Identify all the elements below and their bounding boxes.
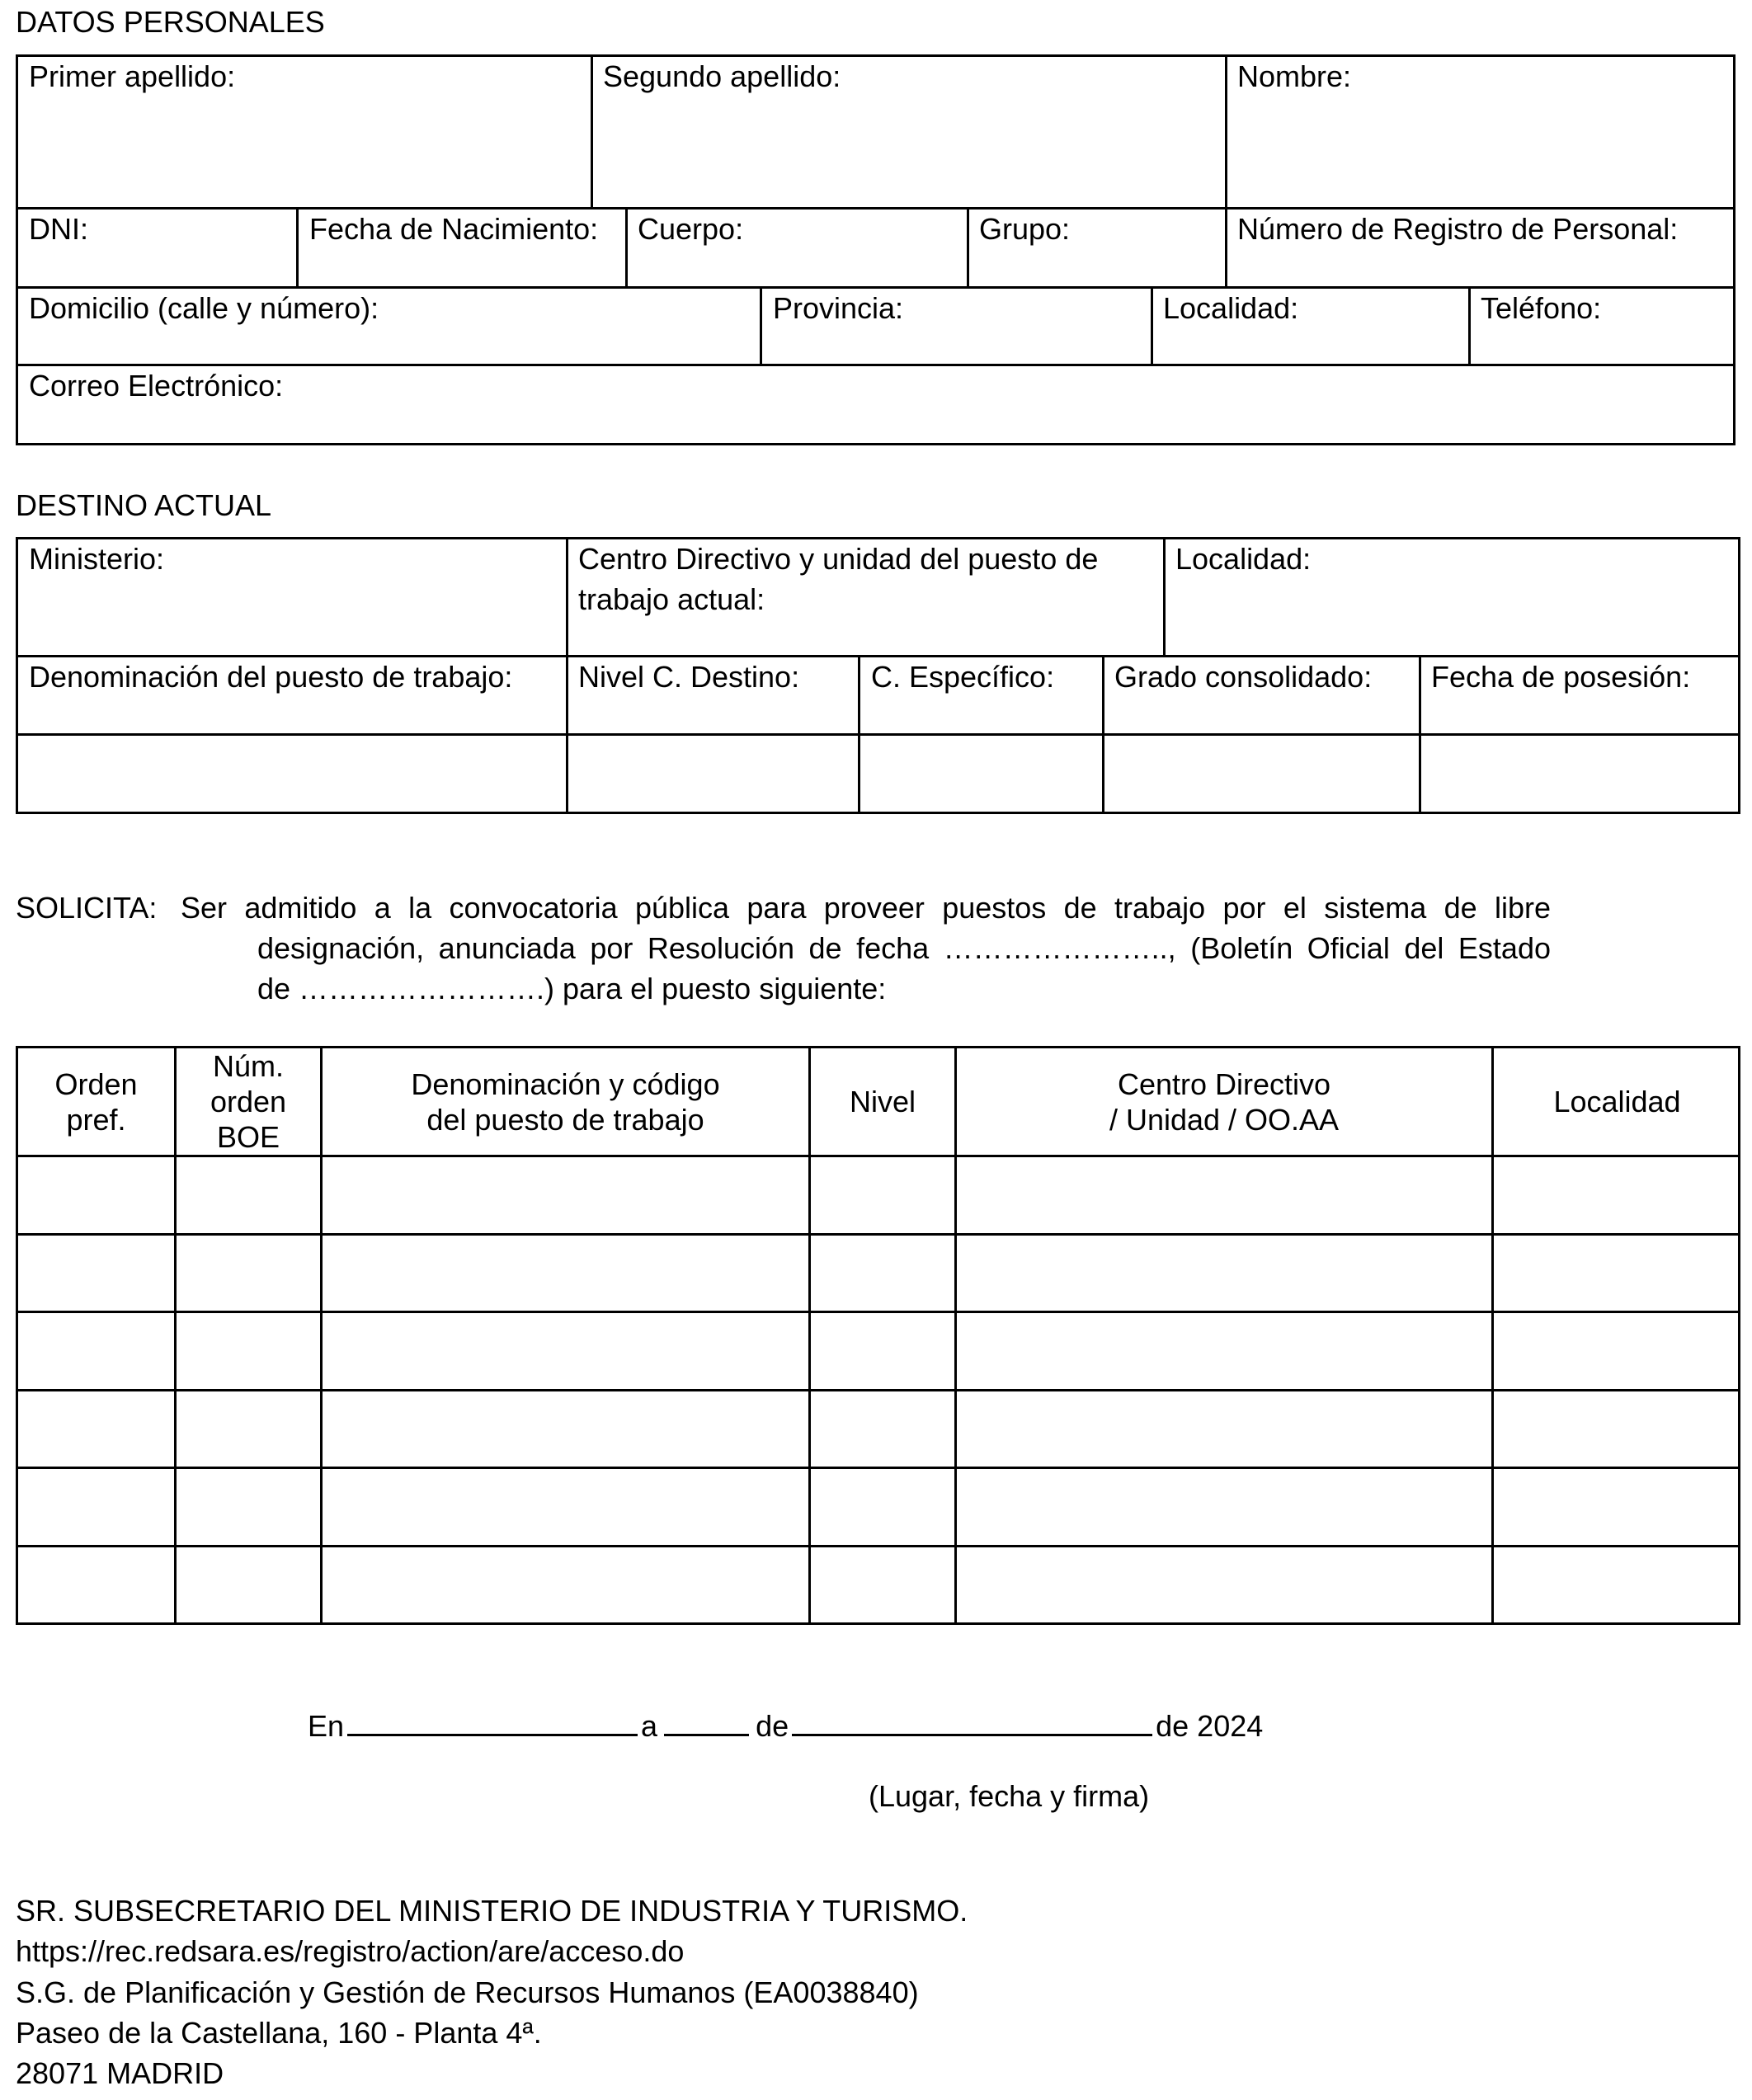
header-line: / Unidad / OO.AA [1109, 1102, 1340, 1137]
divider [1151, 286, 1153, 365]
footer-department: S.G. de Planificación y Gestión de Recursos Humanos (EA0038840) [16, 1975, 919, 2009]
table-header-denominacion [323, 1048, 808, 1155]
table-header-nivel [811, 1048, 954, 1155]
divider [566, 537, 568, 814]
field-label-primer-apellido: Primer apellido: [29, 59, 236, 93]
lugar-blank[interactable] [347, 1701, 638, 1736]
divider [16, 733, 1740, 736]
firma-a: a [641, 1709, 658, 1743]
footer-addressee: SR. SUBSECRETARIO DEL MINISTERIO DE INDUSTRIA Y TURISMO. [16, 1894, 968, 1928]
field-label-denominacion: Denominación del puesto de trabajo: [29, 660, 513, 694]
divider [296, 207, 299, 288]
solicita-line-2: designación, anunciada por Resolución de fecha ………………….., (Boletín Oficial del Estado [257, 931, 1551, 965]
divider [967, 207, 969, 288]
section-title-datos-personales: DATOS PERSONALES [16, 5, 325, 39]
field-label-telefono: Teléfono: [1481, 291, 1602, 325]
section-title-destino-actual: DESTINO ACTUAL [16, 488, 272, 522]
field-label-grado: Grado consolidado: [1114, 660, 1373, 694]
firma-en: En [308, 1709, 345, 1743]
dia-blank[interactable] [664, 1701, 749, 1736]
table-header-centro-directivo [957, 1048, 1491, 1155]
header-line: orden [210, 1085, 287, 1118]
header-line: Localidad [1553, 1085, 1681, 1118]
header-line: BOE [216, 1120, 280, 1154]
divider [858, 655, 860, 814]
signature-date-line [308, 1701, 1263, 1746]
table-row-divider [16, 1467, 1740, 1469]
header-line: pref. [66, 1102, 126, 1137]
header-line: del puesto de trabajo [426, 1102, 704, 1137]
divider [760, 286, 762, 365]
field-label-domicilio: Domicilio (calle y número): [29, 291, 379, 325]
field-label-fecha-posesion: Fecha de posesión: [1431, 660, 1691, 694]
header-line: Nivel [849, 1085, 916, 1118]
field-label-provincia: Provincia: [773, 291, 904, 325]
divider [1225, 54, 1227, 209]
solicita-label: SOLICITA: [16, 891, 158, 925]
mes-blank[interactable] [792, 1701, 1152, 1736]
footer-city: 28071 MADRID [16, 2056, 224, 2090]
divider [1225, 207, 1227, 288]
field-label-segundo-apellido: Segundo apellido: [603, 59, 841, 93]
solicita-line-1: Ser admitido a la convocatoria pública para proveer puestos de trabajo por el sistema de libre [181, 891, 1551, 925]
field-label-centro-directivo: Centro Directivo y unidad del puesto de trabajo actual: [578, 542, 1099, 616]
table-row-divider [16, 1311, 1740, 1313]
table-header-num-orden-boe [177, 1048, 320, 1155]
footer-url: https://rec.redsara.es/registro/action/are/acceso.do [16, 1934, 685, 1968]
field-label-nrp: Número de Registro de Personal: [1237, 212, 1679, 246]
field-label-nivel-destino: Nivel C. Destino: [578, 660, 800, 694]
divider [1163, 537, 1166, 657]
table-header-orden-pref [18, 1048, 174, 1155]
header-line: Centro Directivo [1117, 1066, 1331, 1101]
firma-de: de [756, 1709, 789, 1743]
table-row-divider [16, 1389, 1740, 1391]
table-row-divider [16, 1233, 1740, 1236]
footer-street: Paseo de la Castellana, 160 - Planta 4ª. [16, 2016, 542, 2050]
field-label-grupo: Grupo: [979, 212, 1071, 246]
header-line: Orden [54, 1066, 138, 1101]
field-label-localidad: Localidad: [1163, 291, 1299, 325]
field-label-correo: Correo Electrónico: [29, 369, 284, 403]
signature-caption: (Lugar, fecha y firma) [869, 1779, 1150, 1813]
solicita-line-3: de …………………….) para el puesto siguiente: [257, 972, 887, 1005]
field-label-c-especifico: C. Específico: [871, 660, 1055, 694]
divider [1419, 655, 1421, 814]
field-label-ministerio: Ministerio: [29, 542, 165, 576]
table-row-divider [16, 1155, 1740, 1157]
divider [591, 54, 593, 209]
field-label-localidad-destino: Localidad: [1175, 542, 1312, 576]
header-line: Núm. [212, 1049, 284, 1083]
divider [625, 207, 628, 288]
header-line: Denominación y código [411, 1066, 720, 1101]
divider [1102, 655, 1104, 814]
field-label-nombre: Nombre: [1237, 59, 1352, 93]
firma-year: de 2024 [1156, 1709, 1264, 1743]
field-label-fecha-nacimiento: Fecha de Nacimiento: [309, 212, 599, 246]
divider [1468, 286, 1471, 365]
table-row-divider [16, 1545, 1740, 1547]
field-label-dni: DNI: [29, 212, 88, 246]
table-header-localidad [1494, 1048, 1740, 1155]
field-label-cuerpo: Cuerpo: [638, 212, 744, 246]
